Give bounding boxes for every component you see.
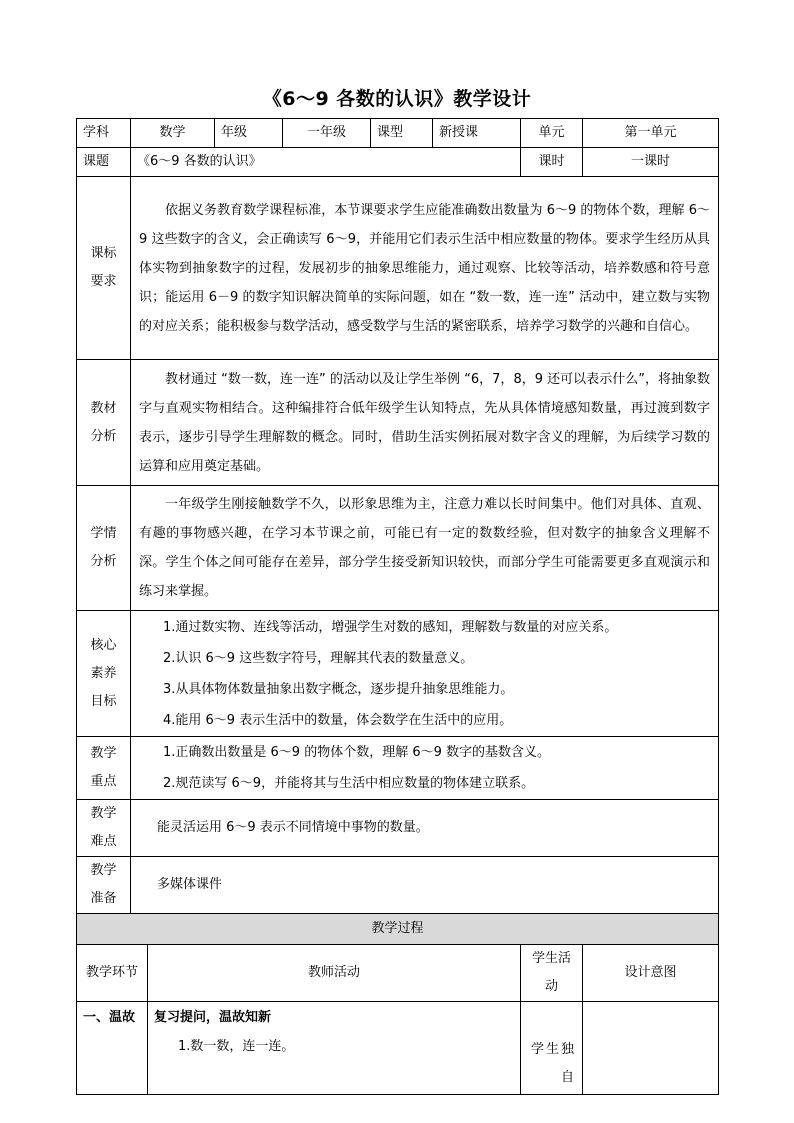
difficulties-label-line: 教学 <box>90 806 117 821</box>
student-activity: 学生独自 <box>521 1002 583 1095</box>
grade-value: 一年级 <box>283 119 371 148</box>
goal-item: 2.认识 6～9 这些数字符号，理解其代表的数量意义。 <box>163 650 474 666</box>
type-value: 新授课 <box>433 119 521 148</box>
textbook-label-line: 教材 <box>90 400 117 416</box>
type-label: 课型 <box>371 119 433 148</box>
key-point-item: 1.正确数出数量是 6～9 的物体个数，理解 6～9 数字的基数含义。 <box>163 745 551 760</box>
students-text: 一年级学生刚接触数学不久，以形象思维为主，注意力难以长时间集中。他们对具体、直观、有趣的事物感兴趣，在学习本节课之前，可能已有一定的数数经验，但对数字的抽象含义理解不深。学生个体之间可能存在差异，部分学生接受新知识较快，而部分学生可能需要更多直观演示和练习来掌握。 <box>131 486 719 611</box>
design-intent-cell <box>583 1002 719 1095</box>
goals-label-line: 目标 <box>90 693 117 709</box>
goals-row <box>77 611 719 737</box>
unit-label: 单元 <box>521 119 583 148</box>
difficulties-text: 能灵活运用 6～9 表示不同情境中事物的数量。 <box>131 800 719 857</box>
goal-item: 1.通过数实物、连线等活动，增强学生对数的感知，理解数与数量的对应关系。 <box>163 619 618 635</box>
students-label-line: 分析 <box>90 554 117 569</box>
goals-list <box>131 611 719 737</box>
process-header-student: 学生活动 <box>521 945 583 1002</box>
difficulties-label-line: 难点 <box>90 834 117 849</box>
students-row <box>77 486 719 611</box>
subject-label: 学科 <box>77 119 131 148</box>
process-teacher-cell <box>148 1002 521 1095</box>
difficulties-label <box>77 800 131 857</box>
period-label: 课时 <box>521 148 583 177</box>
key-points-label-line: 重点 <box>90 774 117 789</box>
subject-value: 数学 <box>131 119 215 148</box>
textbook-row <box>77 360 719 486</box>
preparation-text: 多媒体课件 <box>131 857 719 914</box>
curriculum-text: 依据义务教育数学课程标准，本节课要求学生应能准确数出数量为 6～9 的物体个数，理解 6～9 这些数字的含义，会正确读写 6～9，并能用它们表示生活中相应数量的物体。要求学生经历从具体实物到抽象数字的过程，发展初步的抽象思维能力，通过观察、比较等活动，培养数感和符号意识；能运用 6－9 的数字知识解决简单的实际问题，如在 “数一数，连一连” 活动中，建立数与实物的对应关系；能积极参与数学活动，感受数学与生活的紧密联系，培养学习数学的兴趣和自信心。 <box>131 177 719 360</box>
preparation-row <box>77 857 719 914</box>
info-row <box>77 119 719 148</box>
textbook-label <box>77 360 131 486</box>
process-header-row <box>77 945 719 1002</box>
goals-label-line: 核心 <box>90 637 117 653</box>
process-header-teacher: 教师活动 <box>148 945 521 1002</box>
preparation-label-line: 教学 <box>90 863 117 878</box>
goals-label-line: 素养 <box>90 665 117 681</box>
textbook-label-line: 分析 <box>90 428 117 444</box>
difficulties-row <box>77 800 719 857</box>
goal-item: 4.能用 6～9 表示生活中的数量，体会数学在生活中的应用。 <box>163 712 513 728</box>
key-points-label <box>77 737 131 800</box>
unit-value: 第一单元 <box>583 119 719 148</box>
key-points-list <box>131 737 719 800</box>
process-header-intent: 设计意图 <box>583 945 719 1002</box>
process-header-stage: 教学环节 <box>77 945 148 1002</box>
topic-value: 《6～9 各数的认识》 <box>131 148 521 177</box>
key-points-row <box>77 737 719 800</box>
lesson-plan-table <box>76 118 719 1095</box>
students-label-line: 学情 <box>90 526 117 541</box>
topic-label: 课题 <box>77 148 131 177</box>
teacher-activity-item: 1.数一数，连一连。 <box>178 1039 295 1054</box>
teacher-activity-title: 复习提问，温故知新 <box>154 1010 272 1025</box>
goals-label <box>77 611 131 737</box>
textbook-text: 教材通过 “数一数，连一连” 的活动以及让学生举例 “6，7，8，9 还可以表示什么”，将抽象数字与直观实物相结合。这种编排符合低年级学生认知特点，先从具体情境感知数量，再过渡到数字表示，逐步引导学生理解数的概念。同时，借助生活实例拓展对数字含义的理解，为后续学习数的运算和应用奠定基础。 <box>131 360 719 486</box>
topic-row <box>77 148 719 177</box>
preparation-label <box>77 857 131 914</box>
page-title: 《6～9 各数的认识》教学设计 <box>262 88 532 110</box>
curriculum-label <box>77 177 131 360</box>
preparation-label-line: 准备 <box>90 891 117 906</box>
period-value: 一课时 <box>583 148 719 177</box>
process-row <box>77 1002 719 1095</box>
process-stage: 一、温故 <box>77 1002 148 1095</box>
students-label <box>77 486 131 611</box>
goal-item: 3.从具体物体数量抽象出数字概念，逐步提升抽象思维能力。 <box>163 681 514 697</box>
curriculum-label-line: 要求 <box>90 274 117 289</box>
curriculum-row <box>77 177 719 360</box>
process-section-title: 教学过程 <box>77 914 719 945</box>
curriculum-label-line: 课标 <box>90 246 117 261</box>
key-points-label-line: 教学 <box>90 746 117 761</box>
grade-label: 年级 <box>215 119 283 148</box>
key-point-item: 2.规范读写 6～9，并能将其与生活中相应数量的物体建立联系。 <box>163 776 535 791</box>
process-section-row <box>77 914 719 945</box>
